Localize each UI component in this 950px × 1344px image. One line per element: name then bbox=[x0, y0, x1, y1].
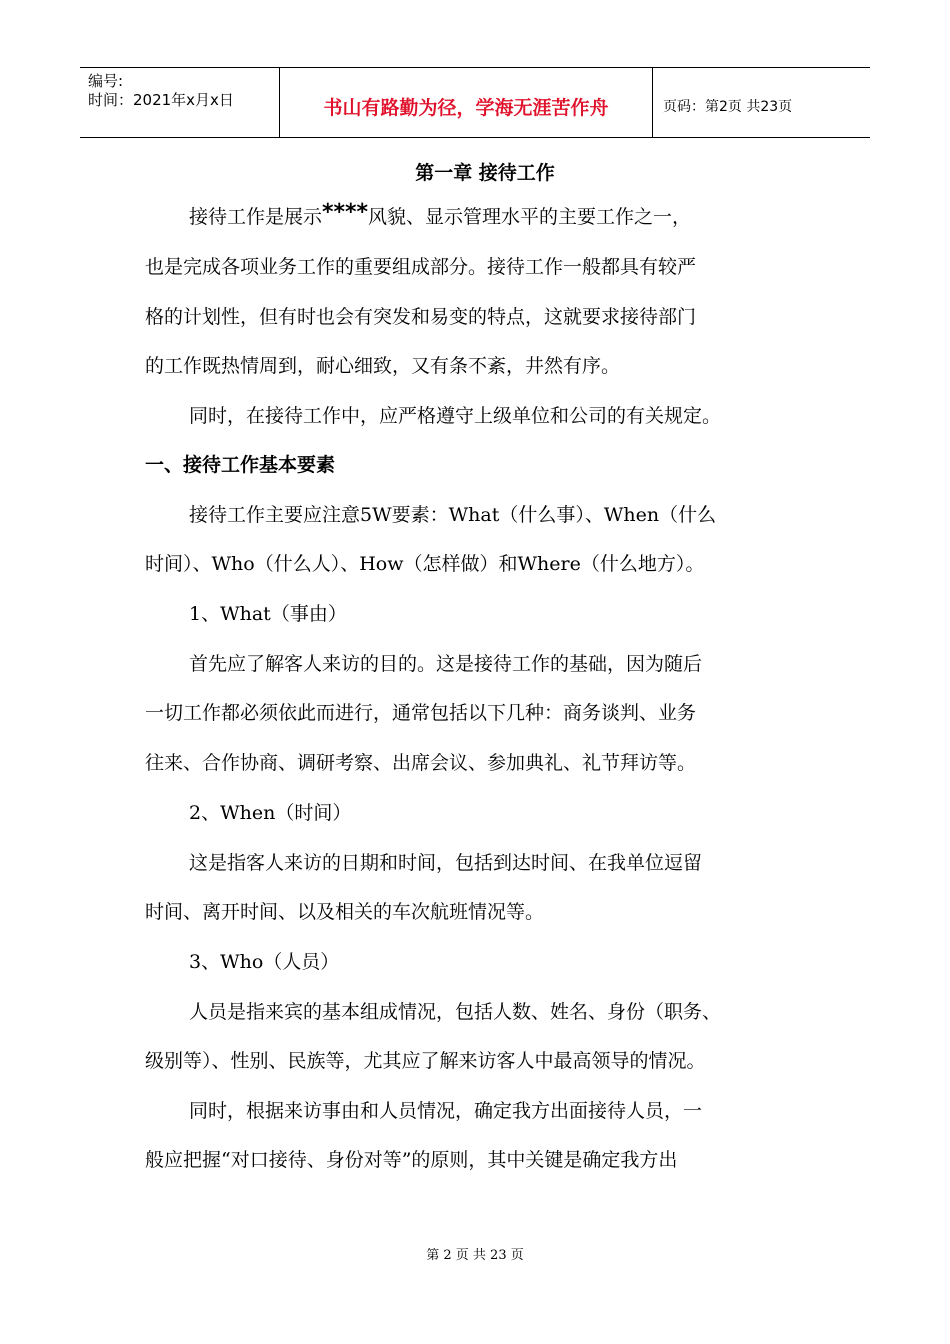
item-heading-what: 1、What（事由） bbox=[189, 603, 347, 625]
header-meta-cell bbox=[80, 68, 280, 137]
paragraph-line: 一切工作都必须依此而进行，通常包括以下几种：商务谈判、业务 bbox=[145, 702, 697, 724]
paragraph-line: 格的计划性，但有时也会有突发和易变的特点，这就要求接待部门 bbox=[145, 306, 697, 328]
paragraph-line: 接待工作主要应注意5W要素：What（什么事）、When（什么 bbox=[189, 504, 717, 526]
page-footer: 第 2 页 共 23 页 bbox=[426, 1248, 524, 1263]
paragraph-line: 时间）、Who（什么人）、How（怎样做）和Where（什么地方）。 bbox=[145, 553, 705, 575]
page-header-table bbox=[80, 67, 870, 138]
paragraph-line bbox=[189, 200, 692, 230]
header-page-cell bbox=[653, 68, 870, 137]
header-motto-cell bbox=[280, 68, 653, 137]
paragraph-line: 往来、合作协商、调研考察、出席会议、参加典礼、礼节拜访等。 bbox=[145, 752, 697, 774]
paragraph-line: 同时，根据来访事由和人员情况，确定我方出面接待人员，一 bbox=[189, 1100, 703, 1122]
paragraph-text: 风貌、显示管理水平的主要工作之一， bbox=[368, 206, 692, 228]
paragraph-line: 也是完成各项业务工作的重要组成部分。接待工作一般都具有较严 bbox=[145, 256, 697, 278]
item-heading-when: 2、When（时间） bbox=[189, 802, 352, 824]
paragraph-line: 时间、离开时间、以及相关的车次航班情况等。 bbox=[145, 901, 545, 923]
paragraph-text: 接待工作是展示 bbox=[189, 206, 323, 228]
chapter-title: 第一章 接待工作 bbox=[415, 162, 555, 184]
paragraph-line: 的工作既热情周到，耐心细致，又有条不紊，井然有序。 bbox=[145, 355, 621, 377]
redacted-name-stars: **** bbox=[322, 200, 369, 225]
header-motto: 书山有路勤为径，学海无涯苦作舟 bbox=[323, 97, 609, 119]
paragraph-line: 人员是指来宾的基本组成情况，包括人数、姓名、身份（职务、 bbox=[189, 1001, 722, 1023]
paragraph-line: 般应把握“对口接待、身份对等”的原则，其中关键是确定我方出 bbox=[145, 1149, 678, 1171]
paragraph-line: 首先应了解客人来访的目的。这是接待工作的基础，因为随后 bbox=[189, 653, 703, 675]
paragraph-line: 级别等）、性别、民族等，尤其应了解来访客人中最高领导的情况。 bbox=[145, 1050, 706, 1072]
item-heading-who: 3、Who（人员） bbox=[189, 951, 340, 973]
paragraph-line: 同时，在接待工作中，应严格遵守上级单位和公司的有关规定。 bbox=[189, 405, 722, 427]
header-page-info: 页码：第2页 共23页 bbox=[663, 98, 793, 115]
document-date-label: 时间：2021年x月x日 bbox=[88, 91, 234, 109]
section-heading: 一、接待工作基本要素 bbox=[145, 454, 336, 476]
paragraph-line: 这是指客人来访的日期和时间，包括到达时间、在我单位逗留 bbox=[189, 852, 703, 874]
document-number-label: 编号: bbox=[88, 72, 124, 90]
